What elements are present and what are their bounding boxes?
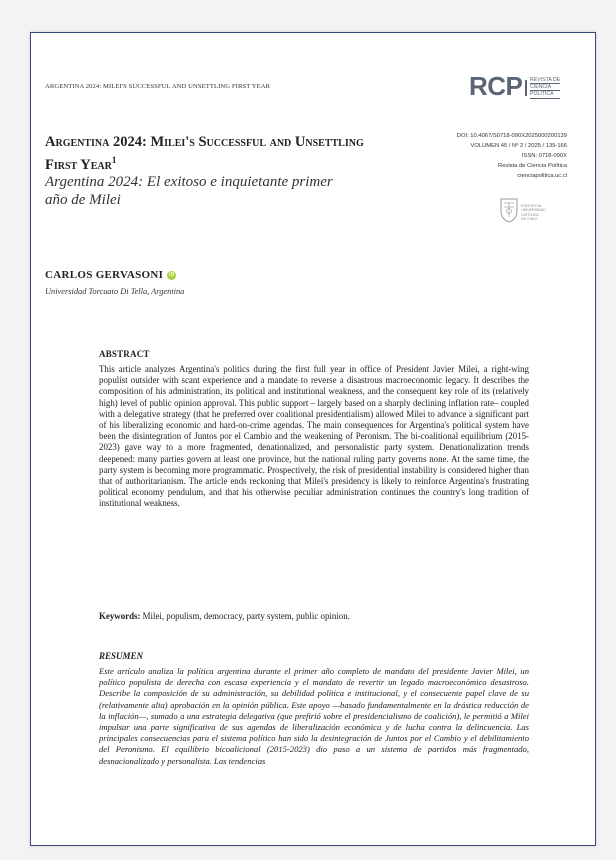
university-seal-icon — [499, 197, 519, 223]
doi[interactable]: DOI: 10.4067/S0718-090X2025000200139 — [456, 133, 567, 139]
author-name: CARLOS GERVASONI — [45, 269, 164, 281]
journal-logo-line: POLÍTICA — [530, 91, 560, 98]
author-affiliation: Universidad Torcuato Di Tella, Argentina — [45, 287, 185, 296]
resumen-text: Este artículo analiza la política argentina durante el primer año completo de mandato del presidente Javier Milei, un político populista de derecha con escasa experiencia y el mandato de revertir un legado macroeconómico desastroso. Describe la composición de su administración, su debilidad política e institucional, y el consecuente papel clave de su (relativamente alta) aprobación en la opinión pública. Este apoyo —basado fundamentalmente en la drástica reducción de la inflación—, sumado a una estrategia delegativa (que prefirió sobre el presidencialismo de coalición), le permitió a Milei impulsar una parte significativa de sus agendas de liberalización económica y de lucha contra la delincuencia. Las principales consecuencias para el sistema político han sido la desintegración de Juntos por el Cambio y el debilitamiento del Peronismo. El equilibrio bicoalicional (2015-2023) dio paso a un sistema de partidos más fragmentado, desnacionalizado y personalista. Las tendencias — [99, 666, 529, 766]
journal-logo-subtitle — [530, 77, 560, 99]
abstract-heading: ABSTRACT — [99, 349, 150, 359]
journal-name: Revista de Ciencia Política — [498, 163, 567, 169]
resumen-heading: RESUMEN — [99, 651, 144, 661]
article-title-english — [45, 133, 365, 174]
author — [45, 269, 176, 281]
journal-logo-divider — [525, 80, 527, 96]
seal-line: DE CHILE — [521, 217, 538, 222]
paper-page — [30, 32, 596, 846]
seal-line: UNIVERSIDAD — [521, 208, 546, 213]
article-metadata — [371, 131, 567, 181]
keywords-label: Keywords: — [99, 611, 141, 621]
journal-logo-line: REVISTA DE — [530, 77, 561, 83]
seal-line: CATÓLICA — [521, 212, 539, 217]
university-seal — [499, 197, 561, 227]
abstract-text: This article analyzes Argentina's politics during the first full year in office of President Javier Milei, a right-wing populist outsider with scant experience and a mandate to reverse a disastrous macroeconomic legacy. It describes the composition of his administration, its political and institutional weakness, and the consequent key role of its (relatively high) level of public opinion approval. This public support – largely based on a sharply declining inflation rate– coupled with a delegative strategy (that he preferred over coalitional presidentialism) allowed Milei to advance a significant part of his liberalizing economic and hard-on-crime agendas. The main consequences for Argentina's political system have been the disintegration of Juntos por el Cambio and the weakening of Peronism. The bi-coalitional equilibrium (2015-2023) gave way to a more fragmented, denationalized, and personalistic party system. Denationalization trends deepened: many parties govern at least one province, but the national ruling party governs none. At the same time, the party system is becoming more programmatic. Prospectively, the risk of presidential instability is considered higher than that of authoritarianism. The article ends reckoning that Milei's presidency is likely to reinforce Argentina's frustrating political economy pendulum, and that his otherwise peculiar administration continues the country's long tradition of institutional weakness. — [99, 364, 529, 509]
seal-line: PONTIFICIA — [521, 204, 542, 208]
journal-site-link[interactable]: cienciapolitica.uc.cl — [517, 173, 567, 179]
title-footnote-marker[interactable]: 1 — [111, 155, 117, 165]
orcid-icon[interactable]: iD — [168, 272, 175, 278]
article-title-spanish: Argentina 2024: El exitoso e inquietante primer año de Milei — [45, 174, 333, 208]
university-seal-text — [521, 204, 546, 222]
journal-logo — [469, 73, 581, 107]
keywords-text: Milei, populism, democracy, party system, public opinion. — [142, 611, 350, 621]
journal-logo-acronym: RCP — [469, 71, 523, 101]
running-head: ARGENTINA 2024: MILEI'S SUCCESSFUL AND UNSETTLING FIRST YEAR — [45, 83, 271, 90]
volume-info: VOLUMEN 45 / Nº 2 / 2025 / 139-166 — [470, 143, 567, 149]
issn: ISSN: 0718-090X — [521, 153, 567, 159]
journal-logo-line: CIENCIA — [530, 84, 560, 91]
keywords — [99, 611, 529, 621]
title-text: Argentina 2024: Milei's Successful and Unsettling First Year — [45, 134, 364, 173]
